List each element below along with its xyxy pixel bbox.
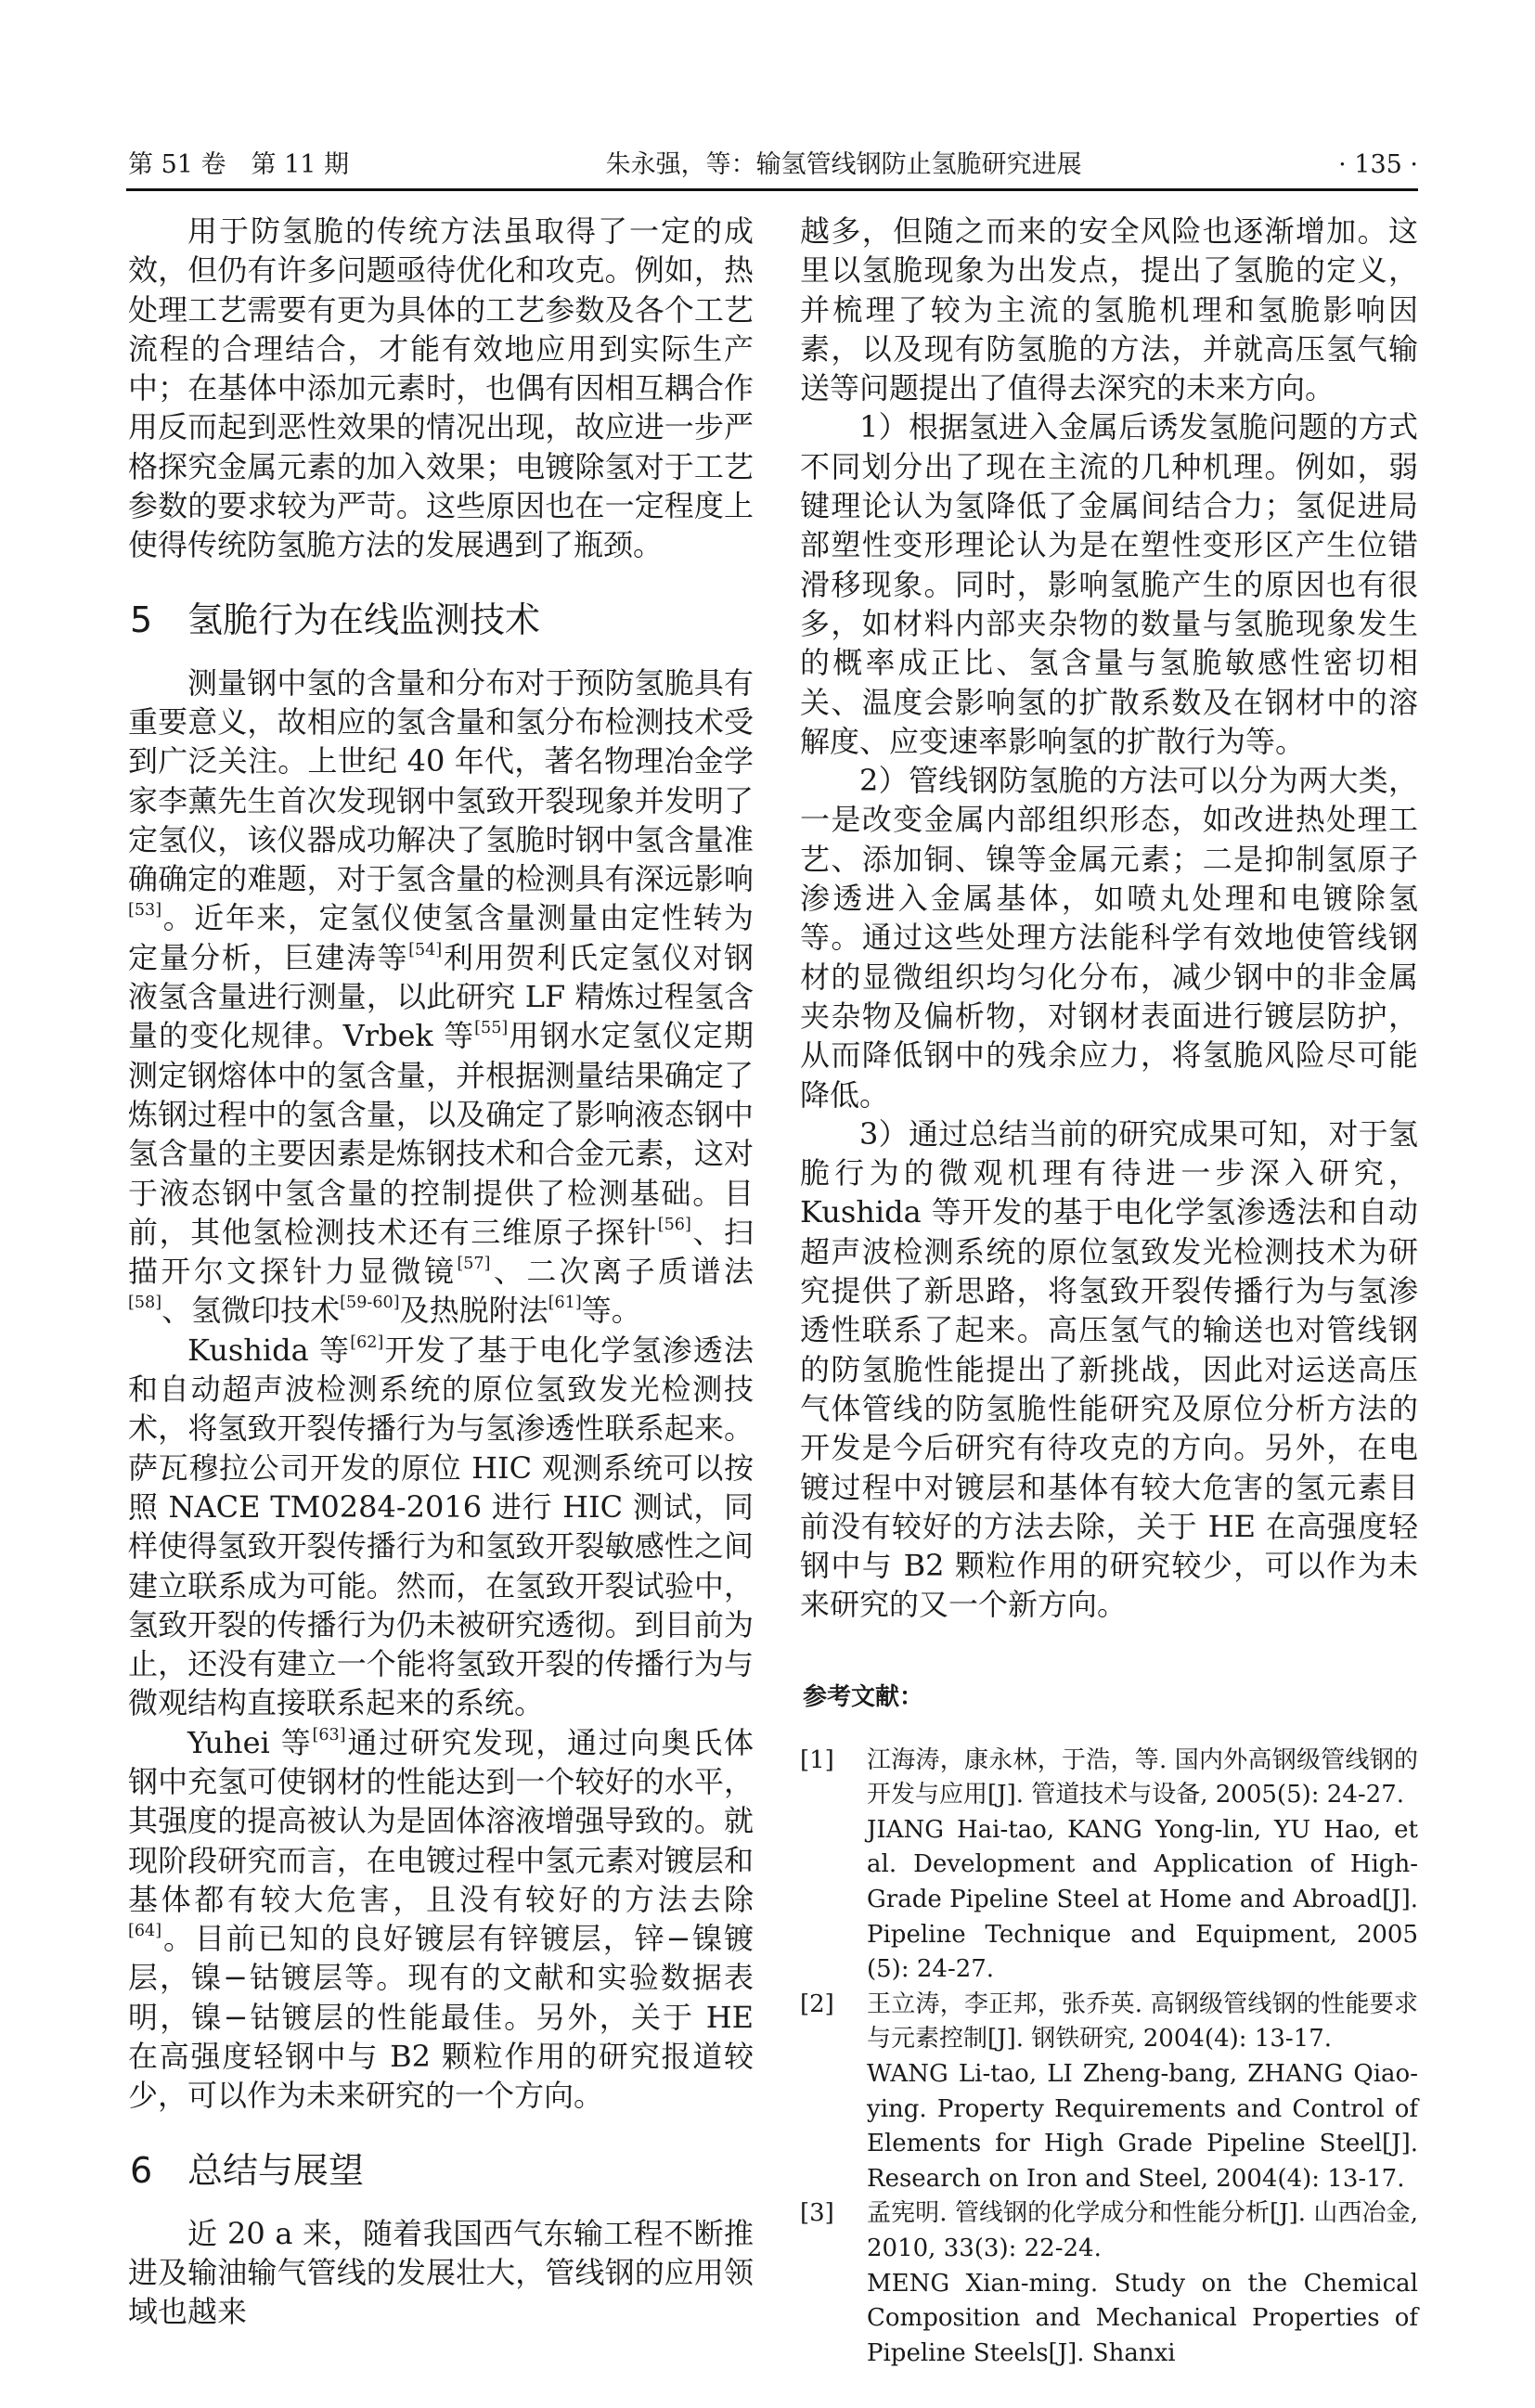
text-run: 近 20 a 来，随着我国西气东输工程不断推进及输油输气管线的发展壮大，管线钢的应用领域也越来	[128, 2215, 754, 2330]
text-run: 等。	[581, 1293, 641, 1329]
citation-marker: [61]	[548, 1294, 582, 1313]
reference-zh: 王立涛，李正邦，张乔英. 高钢级管线钢的性能要求与元素控制[J]. 钢铁研究, 2004(4): 13-17.	[867, 1989, 1418, 2054]
text-run: 1）根据氢进入金属后诱发氢脆问题的方式不同划分出了现在主流的几种机理。例如，弱键理论认为氢降低了金属间结合力；氢促进局部塑性变形理论认为是在塑性变形区产生位错滑移现象。同时，影响氢脆产生的原因也有很多，如材料内部夹杂物的数量与氢脆现象发生的概率成正比、氢含量与氢脆敏感性密切相关、温度会影响氢的扩散系数及在钢材中的溶解度、应变速率影响氢的扩散行为等。	[800, 409, 1418, 759]
text-run: 测量钢中氢的含量和分布对于预防氢脆具有重要意义，故相应的氢含量和氢分布检测技术受到广泛关注。上世纪 40 年代，著名物理冶金学家李薰先生首次发现钢中氢致开裂现象并发明了定氢仪，该仪器成功解决了氢脆时钢中氢含量准确确定的难题，对于氢含量的检测具有深远影响	[128, 664, 754, 897]
paragraph	[128, 212, 754, 565]
text-run: 越多，但随之而来的安全风险也逐渐增加。这里以氢脆现象为出发点，提出了氢脆的定义，并梳理了较为主流的氢脆机理和氢脆影响因素，以及现有防氢脆的方法，并就高压氢气输送等问题提出了值得去深究的未来方向。	[800, 213, 1418, 406]
citation-marker: [54]	[408, 940, 443, 959]
section-title: 氢脆行为在线监测技术	[187, 599, 541, 640]
page-number: · 135 ·	[1338, 150, 1418, 179]
text-run: 2）管线钢防氢脆的方法可以分为两大类，一是改变金属内部组织形态，如改进热处理工艺、添加铜、镍等金属元素；二是抑制氢原子渗透进入金属基体，如喷丸处理和电镀除氢等。通过这些处理方法能科学有效地使管线钢材的显微组织均匀化分布，减少钢中的非金属夹杂物及偏析物，对钢材表面进行镀层防护，从而降低钢中的残余应力，将氢脆风险尽可能降低。	[800, 763, 1418, 1113]
paragraph	[128, 663, 754, 1331]
reference-item	[800, 2196, 1418, 2371]
paragraph	[800, 1114, 1418, 1625]
section-5-heading	[130, 597, 754, 643]
reference-item	[800, 1744, 1418, 1988]
reference-item	[800, 1988, 1418, 2197]
paragraph	[800, 212, 1418, 407]
text-run: 、扫描开尔文探针力显微镜	[128, 1214, 754, 1290]
reference-zh: 江海涛，康永林，于浩，等. 国内外高钢级管线钢的开发与应用[J]. 管道技术与设备, 2005(5): 24-27.	[867, 1745, 1418, 1809]
text-run: 。目前已知的良好镀层有锌镀层，锌−镍镀层，镍−钴镀层等。现有的文献和实验数据表明，镍−钴镀层的性能最佳。另外，关于 HE 在高强度轻钢中与 B2 颗粒作用的研究报道较少，可以作为未来研究的一个方向。	[128, 1921, 754, 2114]
reference-label: [3]	[800, 2199, 834, 2228]
section-number: 6	[130, 2149, 153, 2191]
page-header	[128, 0, 1418, 182]
text-run: 及热脱附法	[399, 1293, 548, 1329]
section-number: 5	[130, 599, 153, 640]
citation-marker: [62]	[350, 1333, 384, 1352]
reference-en: WANG Li-tao, LI Zheng-bang, ZHANG Qiao-ying. Property Requirements and Control of Elements for High Grade Pipeline Steel[J]. Research on Iron and Steel, 2004(4): 13-17.	[867, 2060, 1418, 2193]
reference-label: [2]	[800, 1989, 834, 2018]
citation-marker: [58]	[128, 1294, 162, 1313]
paragraph	[128, 1331, 754, 1723]
text-run: 3）通过总结当前的研究成果可知，对于氢脆行为的微观机理有待进一步深入研究，Kushida 等开发的基于电化学氢渗透法和自动超声波检测系统的原位氢致发光检测技术为研究提供了新思路，将氢致开裂传播行为与氢渗透性联系了起来。高压氢气的输送也对管线钢的防氢脆性能提出了新挑战，因此对运送高压气体管线的防氢脆性能研究及原位分析方法的开发是今后研究有待攻克的方向。另外，在电镀过程中对镀层和基体有较大危害的氢元素目前没有较好的方法去除，关于 HE 在高强度轻钢中与 B2 颗粒作用的研究较少，可以作为未来研究的又一个新方向。	[800, 1115, 1418, 1623]
text-run: 。近年来，定氢仪使氢含量测量由定性转为定量分析，巨建涛等	[128, 900, 754, 975]
reference-zh: 孟宪明. 管线钢的化学成分和性能分析[J]. 山西冶金, 2010, 33(3): 22-24.	[867, 2199, 1418, 2262]
reference-list	[800, 1744, 1418, 2372]
text-run: 、氢微印技术	[161, 1293, 341, 1329]
text-run: Kushida 等	[187, 1332, 351, 1368]
paragraph	[128, 1723, 754, 2116]
text-run: 用于防氢脆的传统方法虽取得了一定的成效，但仍有许多问题亟待优化和攻克。例如，热处理工艺需要有更为具体的工艺参数及各个工艺流程的合理结合，才能有效地应用到实际生产中；在基体中添加元素时，也偶有因相互耦合作用反而起到恶性效果的情况出现，故应进一步严格探究金属元素的加入效果；电镀除氢对于工艺参数的要求较为严苛。这些原因也在一定程度上使得传统防氢脆方法的发展遇到了瓶颈。	[128, 213, 754, 563]
right-column	[800, 199, 1418, 2371]
references-heading: 参考文献：	[803, 1682, 924, 1711]
reference-en: MENG Xian-ming. Study on the Chemical Composition and Mechanical Properties of Pipeline Steels[J]. Shanxi	[867, 2269, 1418, 2367]
left-column	[128, 199, 754, 2332]
section-title: 总结与展望	[187, 2149, 365, 2191]
citation-marker: [57]	[457, 1255, 491, 1274]
running-title: 朱永强，等：输氢管线钢防止氢脆研究进展	[605, 150, 1082, 179]
text-run: 通过研究发现，通过向奥氏体钢中充氢可使钢材的性能达到一个较好的水平，其强度的提高被认为是固体溶液增强导致的。就现阶段研究而言，在电镀过程中氢元素对镀层和基体都有较大危害，且没有较好的方法去除	[128, 1724, 754, 1917]
citation-marker: [63]	[312, 1725, 346, 1745]
header-rule	[126, 188, 1418, 191]
citation-marker: [64]	[128, 1922, 162, 1941]
paragraph	[800, 761, 1418, 1114]
text-run: 用钢水定氢仪定期测定钢熔体中的氢含量，并根据测量结果确定了炼钢过程中的氢含量，以及确定了影响液态钢中氢含量的主要因素是炼钢技术和合金元素，这对于液态钢中氢含量的控制提供了检测基础。目前，其他氢检测技术还有三维原子探针	[128, 1018, 754, 1250]
reference-label: [1]	[800, 1745, 834, 1774]
text-run: Yuhei 等	[187, 1724, 313, 1760]
citation-marker: [53]	[128, 901, 162, 921]
citation-marker: [56]	[657, 1215, 691, 1234]
citation-marker: [59-60]	[340, 1294, 400, 1313]
page-body	[128, 199, 1418, 2371]
text-run: 、二次离子质谱法	[490, 1254, 754, 1290]
text-run: 利用贺利氏定氢仪对钢液氢含量进行测量，以此研究 LF 精炼过程氢含量的变化规律。Vrbek 等	[128, 939, 754, 1054]
journal-volume-issue: 第 51 卷 第 11 期	[128, 150, 350, 179]
paragraph	[128, 2214, 754, 2332]
reference-en: JIANG Hai-tao, KANG Yong-lin, YU Hao, et al. Development and Application of High-Grade Pipeline Steel at Home and Abroad[J]. Pipeline Technique and Equipment, 2005 (5): 24-27.	[867, 1815, 1418, 1984]
citation-marker: [55]	[474, 1019, 509, 1038]
paragraph	[800, 407, 1418, 761]
text-run: 开发了基于电化学氢渗透法和自动超声波检测系统的原位氢致发光检测技术，将氢致开裂传播行为与氢渗透性联系起来。萨瓦穆拉公司开发的原位 HIC 观测系统可以按照 NACE TM0284-2016 进行 HIC 测试，同样使得氢致开裂传播行为和氢致开裂敏感性之间建立联系成为可能。然而，在氢致开裂试验中，氢致开裂的传播行为仍未被研究透彻。到目前为止，还没有建立一个能将氢致开裂的传播行为与微观结构直接联系起来的系统。	[128, 1332, 754, 1721]
